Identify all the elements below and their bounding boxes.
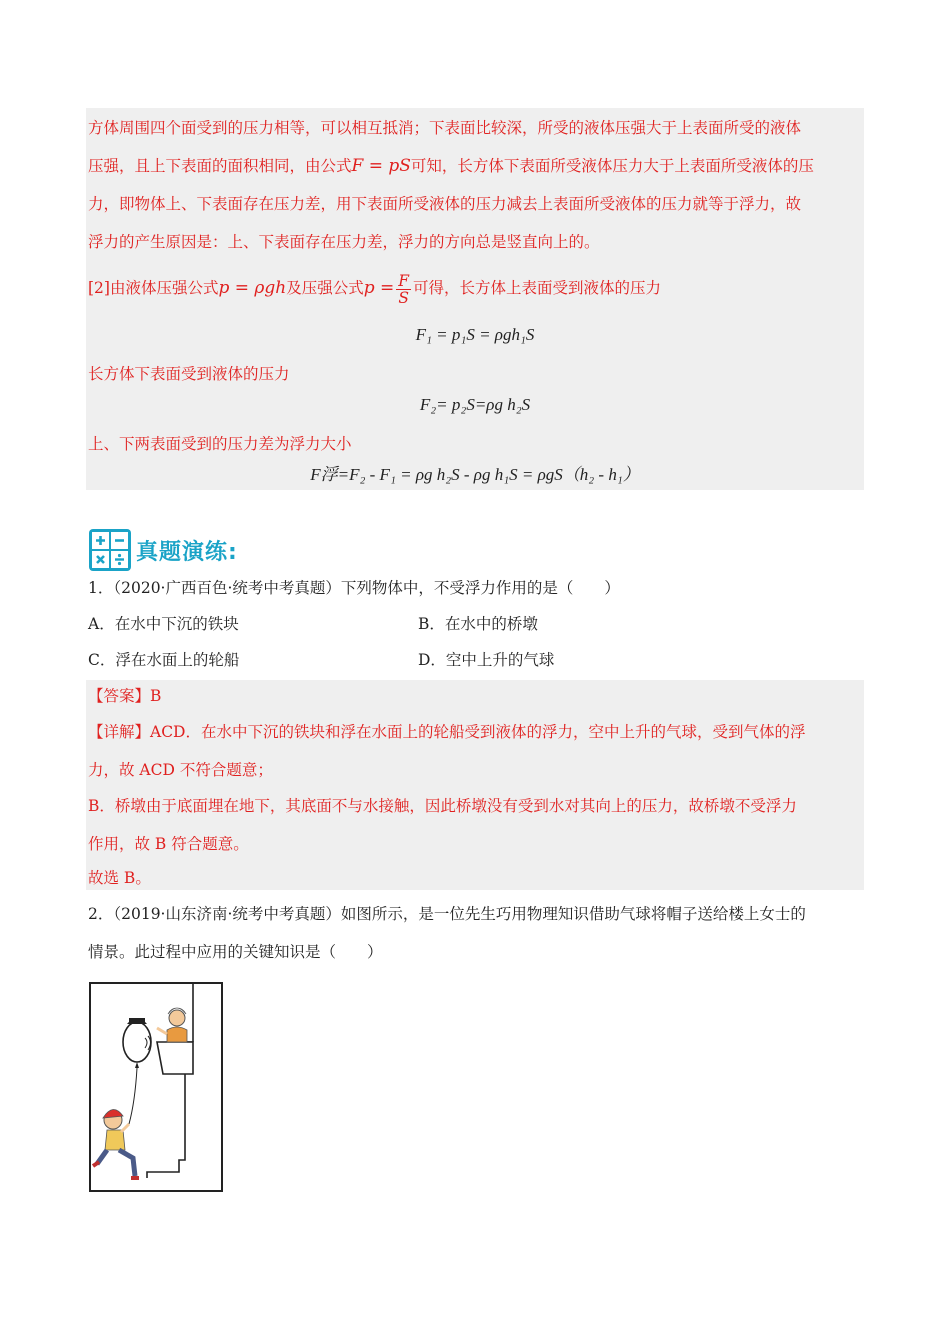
formula-pressure-liquid: p = ρgh: [218, 278, 287, 298]
fraction-denominator: S: [398, 288, 409, 307]
fraction-f-over-s: [396, 273, 411, 306]
q1-option-b[interactable]: B．在水中的桥墩: [418, 615, 538, 633]
explanation-line-2a: 压强，且上下表面的面积相同，由公式: [88, 157, 352, 175]
part2-prefix: [2]由液体压强公式: [88, 279, 219, 297]
equation-3: F浮=F₂ - F₁ = ρg h₂S - ρg h₁S = ρgS（h₂ - h₁）: [310, 465, 640, 484]
explanation-line-2: [88, 156, 814, 176]
q1-detail-line-2: 力，故 ACD 不符合题意；: [88, 761, 273, 779]
explanation-line-3: 力，即物体上、下表面存在压力差，用下表面所受液体的压力减去上表面所受液体的压力就等于浮力，故: [88, 195, 802, 213]
part2-mid: 及压强公式: [286, 279, 364, 297]
q1-detail-line-4: 作用，故 B 符合题意。: [88, 835, 249, 853]
q1-detail-line-5: 故选 B。: [88, 869, 151, 887]
text-lower-surface: 长方体下表面受到液体的压力: [88, 365, 290, 383]
explanation-line-1: 方体周围四个面受到的压力相等，可以相互抵消；下表面比较深，所受的液体压强大于上表面所受的液体: [88, 119, 802, 137]
text-pressure-difference: 上、下两表面受到的压力差为浮力大小: [88, 435, 352, 453]
q1-option-c[interactable]: C．浮在水面上的轮船: [88, 651, 240, 669]
q2-stem-line-1: 2．（2019·山东济南·统考中考真题）如图所示，是一位先生巧用物理知识借助气球将帽子送给楼上女士的: [88, 905, 806, 923]
formula-f-ps: F = pS: [351, 156, 411, 176]
explanation-line-2b: 可知，长方体下表面所受液体压力大于上表面所受液体的压: [410, 157, 814, 175]
q1-stem: 1．（2020·广西百色·统考中考真题）下列物体中，不受浮力作用的是（ ）: [88, 579, 620, 597]
equation-2: F₂= p₂S=ρg h₂S: [419, 395, 531, 414]
part2-line: [88, 272, 661, 306]
q2-stem-line-2: 情景。此过程中应用的关键知识是（ ）: [88, 943, 383, 961]
fraction-numerator: F: [398, 271, 410, 290]
q1-detail-line-3: B．桥墩由于底面埋在地下，其底面不与水接触，因此桥墩没有受到水对其向上的压力，故桥墩不受浮力: [88, 797, 797, 815]
explanation-line-4: 浮力的产生原因是：上、下表面存在压力差，浮力的方向总是竖直向上的。: [88, 233, 600, 251]
q1-option-d[interactable]: D．空中上升的气球: [418, 651, 555, 669]
formula-pressure-lhs: p =: [363, 278, 395, 298]
part2-suffix: 可得，长方体上表面受到液体的压力: [413, 279, 662, 297]
section-title: [88, 528, 238, 572]
q1-detail-line-1: 【详解】ACD．在水中下沉的铁块和浮在水面上的轮船受到液体的浮力，空中上升的气球，受到气体的浮: [88, 723, 806, 741]
balloon-hat-illustration: [89, 982, 223, 1192]
calculator-icon: [88, 528, 132, 572]
q1-answer: 【答案】B: [88, 687, 162, 705]
equation-1: F₁ = p₁S = ρgh₁S: [415, 325, 535, 344]
q1-answer-block: [86, 680, 864, 890]
section-title-text: 真题演练:: [136, 539, 238, 565]
q1-option-a[interactable]: A．在水中下沉的铁块: [88, 615, 239, 633]
